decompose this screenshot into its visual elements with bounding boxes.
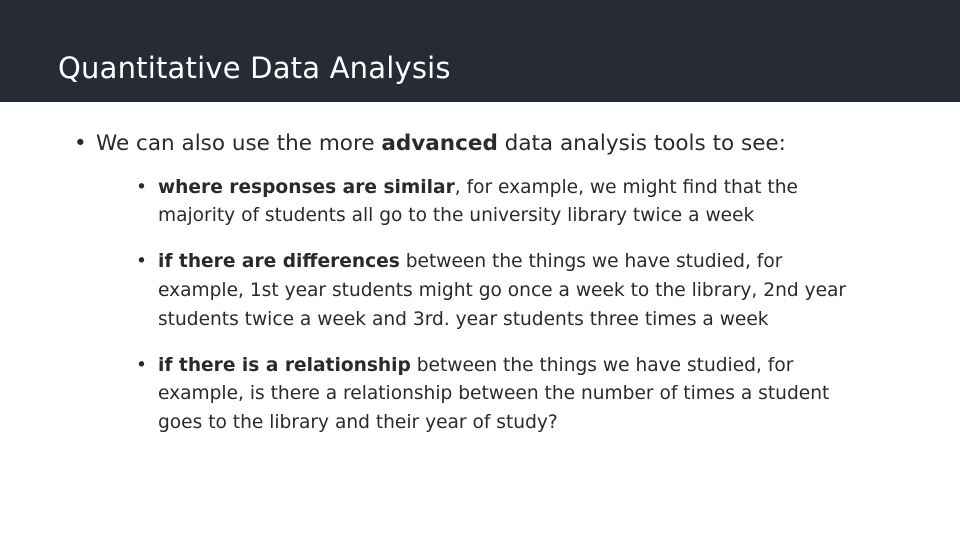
bullet-list-level2 — [96, 174, 900, 439]
level1-text-part-3: data analysis tools to see: — [497, 131, 786, 156]
bullet-icon: • — [136, 251, 147, 273]
list-item — [132, 174, 872, 232]
bullet-icon: • — [136, 176, 147, 198]
level2-bold-lead: if there is a relationship — [158, 354, 411, 376]
level2-rest: , for example, we might find that the majority of students all go to the university library twice a week — [158, 176, 798, 227]
level1-text-part-1: We can also use the more — [96, 131, 382, 156]
bullet-icon: • — [136, 354, 147, 376]
level2-rest: between the things we have studied, for example, is there a relationship between the number of times a student goes to the library and their year of study? — [158, 354, 830, 434]
level2-rest: between the things we have studied, for example, 1st year students might go once a week to the library, 2nd year students twice a week and 3rd. year students three times a week — [158, 251, 847, 330]
bullet-icon: • — [74, 131, 87, 156]
level2-bold-lead: if there are differences — [158, 251, 400, 273]
level2-bold-lead: where responses are similar — [158, 176, 455, 198]
level1-text-part-2: advanced — [381, 131, 498, 156]
list-item — [68, 130, 900, 438]
page-title: Quantitative Data Analysis — [58, 51, 451, 85]
list-item — [132, 248, 872, 334]
bullet-list-level1 — [0, 130, 960, 438]
slide-body — [0, 130, 960, 438]
list-item — [132, 352, 872, 438]
